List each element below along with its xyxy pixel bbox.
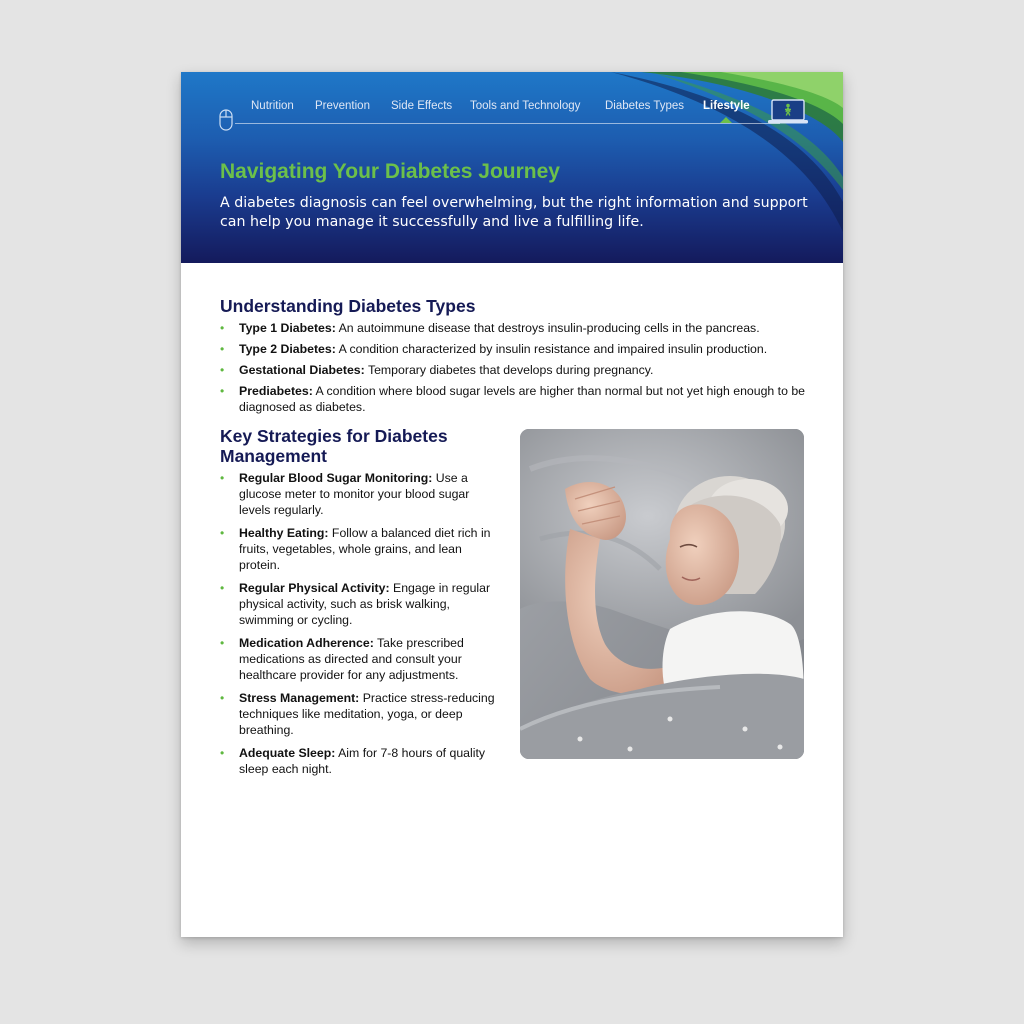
document-page — [181, 72, 843, 937]
list-item — [220, 341, 810, 357]
nav-divider — [235, 123, 780, 124]
list-item — [220, 690, 498, 738]
list-item-text: Engage in regular physical activity, such as brisk walking, swimming or cycling. — [239, 581, 491, 627]
list-item-text: An autoimmune disease that destroys insulin-producing cells in the pancreas. — [335, 321, 760, 335]
list-item-term: Healthy Eating: — [239, 526, 329, 540]
diabetes-types-list — [220, 320, 810, 420]
section-title-key-strategies: Key Strategies for Diabetes Management — [220, 426, 448, 466]
list-item-term: Type 2 Diabetes: — [239, 342, 336, 356]
list-item — [220, 362, 810, 378]
mouse-icon — [219, 109, 233, 131]
nav-item-diabetes-types[interactable]: Diabetes Types — [605, 100, 685, 112]
page-subtitle: A diabetes diagnosis can feel overwhelming, but the right information and support can help you manage it successfully and live a fulfilling life. — [220, 195, 808, 230]
active-tab-indicator — [720, 117, 732, 123]
list-item-text: Temporary diabetes that develops during pregnancy. — [364, 363, 654, 377]
list-item-text: Practice stress-reducing techniques like meditation, yoga, or deep breathing. — [239, 691, 495, 737]
hero-banner — [181, 72, 843, 263]
list-item-text: Take prescribed medications as directed and consult your healthcare provider for any adjustments. — [239, 636, 464, 682]
list-item-term: Regular Physical Activity: — [239, 581, 390, 595]
list-item-text: A condition characterized by insulin resistance and impaired insulin production. — [335, 342, 768, 356]
nav-item-lifestyle[interactable]: Lifestyle — [703, 100, 750, 112]
laptop-icon[interactable] — [768, 99, 808, 125]
nav-item-prevention[interactable]: Prevention — [315, 100, 370, 112]
list-item-text: Use a glucose meter to monitor your blood sugar levels regularly. — [239, 471, 470, 517]
nav-item-tools-and-technology[interactable]: Tools and Technology — [470, 100, 581, 112]
list-item — [220, 525, 498, 573]
list-item-term: Medication Adherence: — [239, 636, 374, 650]
list-item — [220, 745, 498, 777]
list-item-term: Stress Management: — [239, 691, 360, 705]
list-item-term: Type 1 Diabetes: — [239, 321, 336, 335]
photo-illustration — [520, 429, 804, 759]
list-item — [220, 580, 498, 628]
section-title-diabetes-types: Understanding Diabetes Types — [220, 296, 476, 316]
list-item — [220, 470, 498, 518]
strategies-list — [220, 470, 498, 784]
list-item — [220, 320, 810, 336]
nav-item-nutrition[interactable]: Nutrition — [251, 100, 294, 112]
page-title: Navigating Your Diabetes Journey — [220, 160, 560, 183]
list-item-term: Regular Blood Sugar Monitoring: — [239, 471, 433, 485]
list-item-text: Aim for 7-8 hours of quality sleep each night. — [239, 746, 486, 776]
list-item-term: Gestational Diabetes: — [239, 363, 365, 377]
list-item — [220, 635, 498, 683]
nav-item-side-effects[interactable]: Side Effects — [391, 100, 453, 112]
list-item-text: A condition where blood sugar levels are higher than normal but not yet high enough to be diagnosed as diabetes. — [239, 384, 806, 414]
list-item-term: Adequate Sleep: — [239, 746, 336, 760]
sleeping-woman-photo — [520, 429, 804, 759]
list-item-term: Prediabetes: — [239, 384, 313, 398]
list-item-text: Follow a balanced diet rich in fruits, vegetables, whole grains, and lean protein. — [239, 526, 491, 572]
list-item — [220, 383, 810, 415]
